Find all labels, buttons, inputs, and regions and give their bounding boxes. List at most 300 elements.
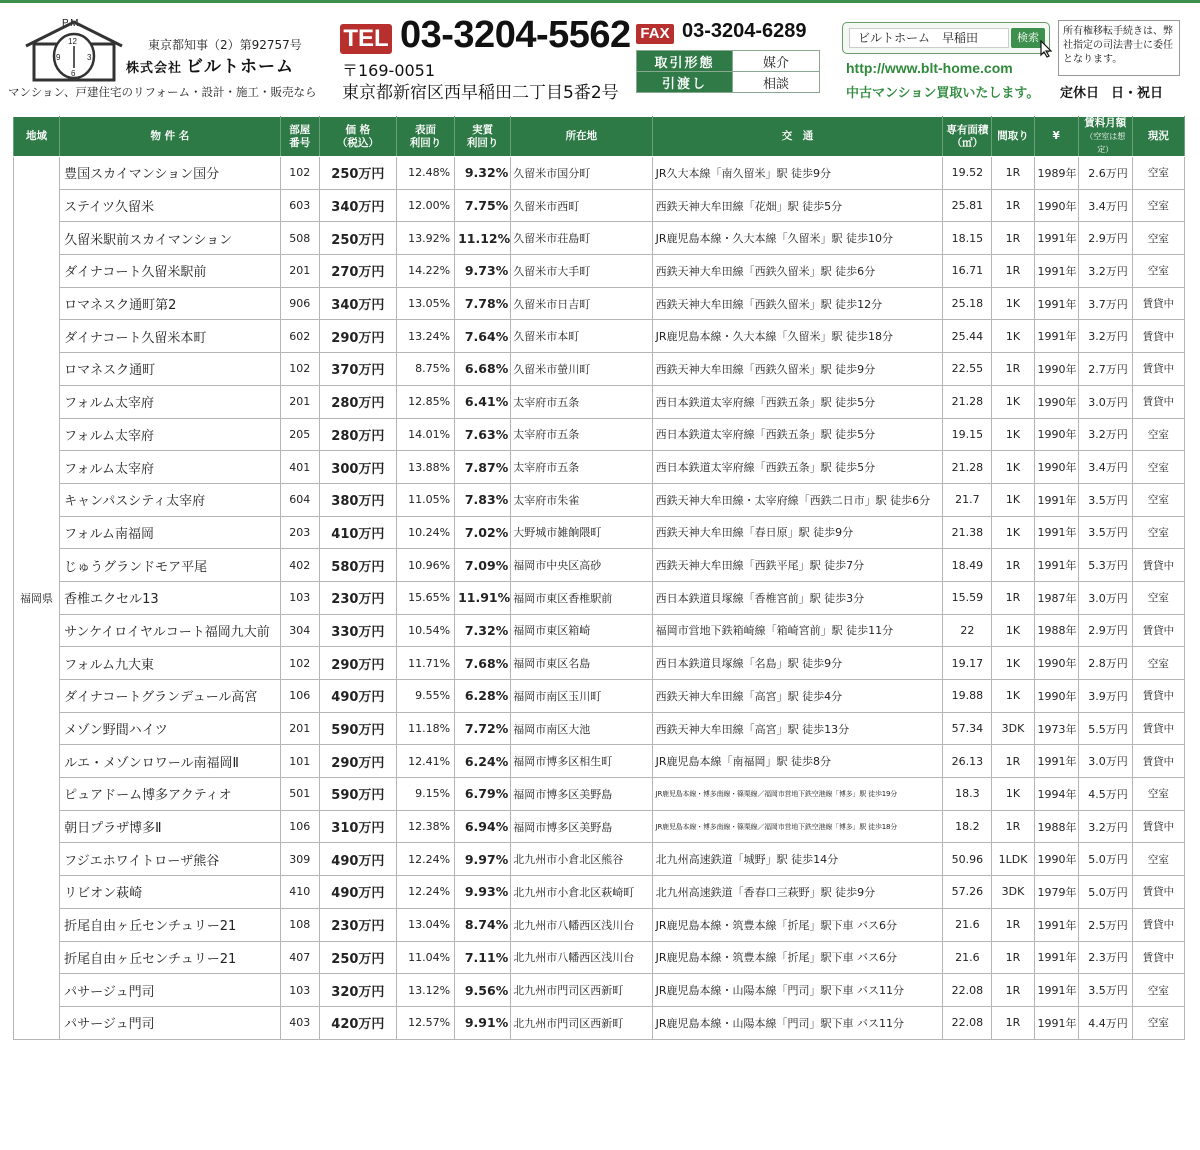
room-number-cell: 403 [280, 1006, 319, 1039]
property-name-cell[interactable]: 折尾自由ヶ丘センチュリー21 [60, 908, 281, 941]
property-name-cell[interactable]: 久留米駅前スカイマンション [60, 222, 281, 255]
price-cell: 250万円 [319, 941, 396, 974]
occupancy-status-cell: 空室 [1132, 189, 1184, 222]
property-name-cell[interactable]: 香椎エクセル13 [60, 581, 281, 614]
net-yield-cell: 7.83% [455, 483, 511, 516]
occupancy-status-cell: 賃貸中 [1132, 745, 1184, 778]
header-layout: 間取り [992, 117, 1034, 157]
property-name-cell[interactable]: サンケイロイヤルコート福岡九大前 [60, 614, 281, 647]
monthly-rent-cell: 3.5万円 [1078, 483, 1132, 516]
layout-cell: 1K [992, 385, 1034, 418]
location-cell: 久留米市荘島町 [511, 222, 652, 255]
layout-cell: 1R [992, 1006, 1034, 1039]
property-name-cell[interactable]: 豊国スカイマンション国分 [60, 157, 281, 190]
occupancy-status-cell: 賃貸中 [1132, 287, 1184, 320]
property-name-cell[interactable]: 朝日プラザ博多Ⅱ [60, 810, 281, 843]
monthly-rent-cell: 3.2万円 [1078, 418, 1132, 451]
location-cell: 北九州市八幡西区浅川台 [511, 941, 652, 974]
build-year-cell: 1990年 [1034, 418, 1078, 451]
occupancy-status-cell: 空室 [1132, 516, 1184, 549]
build-year-cell: 1991年 [1034, 941, 1078, 974]
net-yield-cell: 6.79% [455, 778, 511, 811]
location-cell: 福岡市博多区相生町 [511, 745, 652, 778]
build-year-cell: 1990年 [1034, 647, 1078, 680]
net-yield-cell: 7.75% [455, 189, 511, 222]
layout-cell: 1K [992, 418, 1034, 451]
header-rent: 賃料月額 （空室は想定） [1078, 117, 1132, 157]
occupancy-status-cell: 空室 [1132, 1006, 1184, 1039]
occupancy-status-cell: 空室 [1132, 974, 1184, 1007]
property-name-cell[interactable]: ロマネスク通町第2 [60, 287, 281, 320]
price-cell: 280万円 [319, 418, 396, 451]
floor-area-cell: 18.49 [943, 549, 992, 582]
monthly-rent-cell: 2.9万円 [1078, 222, 1132, 255]
deal-type-row [637, 51, 820, 72]
room-number-cell: 906 [280, 287, 319, 320]
location-cell: 北九州市小倉北区熊谷 [511, 843, 652, 876]
layout-cell: 1K [992, 614, 1034, 647]
build-year-cell: 1991年 [1034, 483, 1078, 516]
house-clock-logo-icon [24, 16, 124, 82]
room-number-cell: 102 [280, 647, 319, 680]
property-name-cell[interactable]: フジエホワイトローザ熊谷 [60, 843, 281, 876]
table-row [14, 451, 1185, 484]
net-yield-cell: 11.12% [455, 222, 511, 255]
occupancy-status-cell: 空室 [1132, 451, 1184, 484]
location-cell: 太宰府市五条 [511, 451, 652, 484]
table-row [14, 189, 1185, 222]
company-prefix: 株式会社 [126, 61, 183, 76]
occupancy-status-cell: 賃貸中 [1132, 385, 1184, 418]
net-yield-cell: 6.94% [455, 810, 511, 843]
svg-text:3: 3 [87, 53, 92, 62]
room-number-cell: 108 [280, 908, 319, 941]
build-year-cell: 1991年 [1034, 320, 1078, 353]
monthly-rent-cell: 5.0万円 [1078, 843, 1132, 876]
floor-area-cell: 57.26 [943, 876, 992, 909]
net-yield-cell: 8.74% [455, 908, 511, 941]
occupancy-status-cell: 賃貸中 [1132, 353, 1184, 386]
net-yield-cell: 7.72% [455, 712, 511, 745]
room-number-cell: 102 [280, 353, 319, 386]
gross-yield-cell: 12.41% [396, 745, 454, 778]
room-number-cell: 602 [280, 320, 319, 353]
search-button[interactable]: 検索 [1011, 28, 1045, 48]
property-name-cell[interactable]: ステイツ久留米 [60, 189, 281, 222]
monthly-rent-cell: 2.5万円 [1078, 908, 1132, 941]
build-year-cell: 1991年 [1034, 974, 1078, 1007]
floor-area-cell: 25.81 [943, 189, 992, 222]
gross-yield-cell: 10.54% [396, 614, 454, 647]
net-yield-cell: 9.93% [455, 876, 511, 909]
layout-cell: 1R [992, 549, 1034, 582]
price-cell: 370万円 [319, 353, 396, 386]
closed-days-value: 日・祝日 [1111, 86, 1164, 101]
gross-yield-cell: 12.00% [396, 189, 454, 222]
occupancy-status-cell: 空室 [1132, 581, 1184, 614]
access-cell: 西鉄天神大牟田線「西鉄久留米」駅 徒歩9分 [652, 353, 943, 386]
price-cell: 340万円 [319, 189, 396, 222]
price-cell: 490万円 [319, 680, 396, 713]
occupancy-status-cell: 賃貸中 [1132, 614, 1184, 647]
access-cell: 西鉄天神大牟田線「花畑」駅 徒歩5分 [652, 189, 943, 222]
property-listing-table [13, 116, 1185, 1040]
gross-yield-cell: 11.71% [396, 647, 454, 680]
table-row [14, 680, 1185, 713]
access-cell: JR鹿児島本線・久大本線「久留米」駅 徒歩10分 [652, 222, 943, 255]
location-cell: 久留米市螢川町 [511, 353, 652, 386]
access-cell: 西鉄天神大牟田線「西鉄久留米」駅 徒歩6分 [652, 255, 943, 288]
header-status: 現況 [1132, 117, 1184, 157]
delivery-row [637, 72, 820, 93]
location-cell: 福岡市東区名島 [511, 647, 652, 680]
layout-cell: 1R [992, 157, 1034, 190]
price-cell: 590万円 [319, 778, 396, 811]
net-yield-cell: 7.78% [455, 287, 511, 320]
net-yield-cell: 6.28% [455, 680, 511, 713]
location-cell: 福岡市博多区美野島 [511, 810, 652, 843]
table-row [14, 647, 1185, 680]
build-year-cell: 1991年 [1034, 516, 1078, 549]
price-cell: 380万円 [319, 483, 396, 516]
fax-number: 03-3204-6289 [682, 20, 807, 42]
license-number: 東京都知事（2）第92757号 [148, 38, 302, 52]
table-row [14, 516, 1185, 549]
property-name-cell[interactable]: フォルム太宰府 [60, 451, 281, 484]
gross-yield-cell: 10.24% [396, 516, 454, 549]
gross-yield-cell: 13.12% [396, 974, 454, 1007]
website-url-link[interactable]: http://www.blt-home.com [846, 60, 1013, 76]
property-name-cell[interactable]: メゾン野間ハイツ [60, 712, 281, 745]
header-access: 交 通 [652, 117, 943, 157]
deal-type-value: 媒介 [733, 51, 820, 72]
table-row [14, 483, 1185, 516]
table-row [14, 843, 1185, 876]
occupancy-status-cell: 空室 [1132, 157, 1184, 190]
room-number-cell: 103 [280, 581, 319, 614]
room-number-cell: 410 [280, 876, 319, 909]
room-number-cell: 407 [280, 941, 319, 974]
access-cell: JR鹿児島本線・山陽本線「門司」駅下車 バス11分 [652, 974, 943, 1007]
occupancy-status-cell: 空室 [1132, 222, 1184, 255]
table-row [14, 876, 1185, 909]
gross-yield-cell: 12.24% [396, 843, 454, 876]
fax-badge: FAX [636, 24, 674, 44]
layout-cell: 1R [992, 222, 1034, 255]
floor-area-cell: 18.3 [943, 778, 992, 811]
header-name: 物 件 名 [60, 117, 281, 157]
gross-yield-cell: 12.57% [396, 1006, 454, 1039]
net-yield-cell: 7.32% [455, 614, 511, 647]
property-name-cell[interactable]: パサージュ門司 [60, 1006, 281, 1039]
occupancy-status-cell: 空室 [1132, 255, 1184, 288]
net-yield-cell: 7.09% [455, 549, 511, 582]
build-year-cell: 1991年 [1034, 908, 1078, 941]
floor-area-cell: 22.08 [943, 1006, 992, 1039]
mouse-cursor-icon [1040, 40, 1054, 58]
room-number-cell: 201 [280, 255, 319, 288]
access-cell: JR鹿児島本線「南福岡」駅 徒歩8分 [652, 745, 943, 778]
floor-area-cell: 18.15 [943, 222, 992, 255]
location-cell: 大野城市雑餉隈町 [511, 516, 652, 549]
location-cell: 北九州市小倉北区萩崎町 [511, 876, 652, 909]
build-year-cell: 1990年 [1034, 189, 1078, 222]
property-name-cell[interactable]: ダイナコート久留米本町 [60, 320, 281, 353]
layout-cell: 1K [992, 516, 1034, 549]
property-name-cell[interactable]: ピュアドーム博多アクティオ [60, 778, 281, 811]
monthly-rent-cell: 3.9万円 [1078, 680, 1132, 713]
build-year-cell: 1991年 [1034, 1006, 1078, 1039]
tel-number[interactable]: 03-3204-5562 [400, 14, 631, 56]
property-name-cell[interactable]: キャンパスシティ太宰府 [60, 483, 281, 516]
table-row [14, 418, 1185, 451]
access-cell: 北九州高速鉄道「香春口三萩野」駅 徒歩9分 [652, 876, 943, 909]
gross-yield-cell: 13.88% [396, 451, 454, 484]
table-row [14, 353, 1185, 386]
monthly-rent-cell: 3.5万円 [1078, 974, 1132, 1007]
occupancy-status-cell: 賃貸中 [1132, 908, 1184, 941]
layout-cell: 1LDK [992, 843, 1034, 876]
floor-area-cell: 22 [943, 614, 992, 647]
table-row [14, 385, 1185, 418]
net-yield-cell: 7.02% [455, 516, 511, 549]
company-tagline: マンション、戸建住宅のリフォーム・設計・施工・販売なら [8, 85, 317, 99]
location-cell: 福岡市博多区美野島 [511, 778, 652, 811]
access-cell: 西鉄天神大牟田線「高宮」駅 徒歩13分 [652, 712, 943, 745]
room-number-cell: 201 [280, 712, 319, 745]
floor-area-cell: 50.96 [943, 843, 992, 876]
room-number-cell: 201 [280, 385, 319, 418]
gross-yield-cell: 12.38% [396, 810, 454, 843]
property-name-cell[interactable]: フォルム太宰府 [60, 385, 281, 418]
monthly-rent-cell: 3.0万円 [1078, 581, 1132, 614]
table-row [14, 320, 1185, 353]
floor-area-cell: 21.6 [943, 941, 992, 974]
build-year-cell: 1991年 [1034, 549, 1078, 582]
location-cell: 久留米市大手町 [511, 255, 652, 288]
delivery-value: 相談 [733, 72, 820, 93]
layout-cell: 1R [992, 255, 1034, 288]
location-cell: 福岡市中央区高砂 [511, 549, 652, 582]
floor-area-cell: 57.34 [943, 712, 992, 745]
net-yield-cell: 6.68% [455, 353, 511, 386]
monthly-rent-cell: 3.7万円 [1078, 287, 1132, 320]
net-yield-cell: 6.41% [455, 385, 511, 418]
location-cell: 北九州市八幡西区浅川台 [511, 908, 652, 941]
access-cell: 西日本鉄道貝塚線「香椎宮前」駅 徒歩3分 [652, 581, 943, 614]
net-yield-cell: 6.24% [455, 745, 511, 778]
gross-yield-cell: 9.55% [396, 680, 454, 713]
layout-cell: 1K [992, 680, 1034, 713]
price-cell: 310万円 [319, 810, 396, 843]
table-row [14, 549, 1185, 582]
location-cell: 久留米市国分町 [511, 157, 652, 190]
occupancy-status-cell: 賃貸中 [1132, 810, 1184, 843]
access-cell: 西日本鉄道太宰府線「西鉄五条」駅 徒歩5分 [652, 385, 943, 418]
monthly-rent-cell: 4.5万円 [1078, 778, 1132, 811]
search-input[interactable]: ビルトホーム 早稲田 [849, 28, 1009, 48]
floor-area-cell: 25.18 [943, 287, 992, 320]
layout-cell: 1R [992, 908, 1034, 941]
buy-slogan: 中古マンション買取いたします。 [846, 86, 1040, 101]
room-number-cell: 402 [280, 549, 319, 582]
property-name-cell[interactable]: フォルム太宰府 [60, 418, 281, 451]
property-name-cell[interactable]: フォルム南福岡 [60, 516, 281, 549]
access-cell: 北九州高速鉄道「城野」駅 徒歩14分 [652, 843, 943, 876]
price-cell: 320万円 [319, 974, 396, 1007]
header-region: 地域 [14, 117, 60, 157]
company-address: 東京都新宿区西早稲田二丁目5番2号 [342, 83, 619, 103]
price-cell: 280万円 [319, 385, 396, 418]
property-name-cell[interactable]: 折尾自由ヶ丘センチュリー21 [60, 941, 281, 974]
build-year-cell: 1989年 [1034, 157, 1078, 190]
monthly-rent-cell: 2.7万円 [1078, 353, 1132, 386]
location-cell: 久留米市日吉町 [511, 287, 652, 320]
price-cell: 340万円 [319, 287, 396, 320]
net-yield-cell: 9.91% [455, 1006, 511, 1039]
monthly-rent-cell: 2.9万円 [1078, 614, 1132, 647]
build-year-cell: 1994年 [1034, 778, 1078, 811]
closed-days [1060, 82, 1163, 101]
layout-cell: 1K [992, 483, 1034, 516]
gross-yield-cell: 11.05% [396, 483, 454, 516]
build-year-cell: 1973年 [1034, 712, 1078, 745]
table-row [14, 157, 1185, 190]
svg-text:12: 12 [68, 37, 77, 46]
floor-area-cell: 25.44 [943, 320, 992, 353]
monthly-rent-cell: 2.8万円 [1078, 647, 1132, 680]
access-cell: JR鹿児島本線・博多南線・篠栗線／福岡市営地下鉄空港線「博多」駅 徒歩18分 [652, 810, 943, 843]
floor-area-cell: 26.13 [943, 745, 992, 778]
gross-yield-cell: 9.15% [396, 778, 454, 811]
room-number-cell: 508 [280, 222, 319, 255]
gross-yield-cell: 12.48% [396, 157, 454, 190]
gross-yield-cell: 13.92% [396, 222, 454, 255]
build-year-cell: 1990年 [1034, 680, 1078, 713]
location-cell: 福岡市東区箱崎 [511, 614, 652, 647]
access-cell: 西鉄天神大牟田線「春日原」駅 徒歩9分 [652, 516, 943, 549]
table-row [14, 778, 1185, 811]
table-row [14, 974, 1185, 1007]
delivery-label: 引渡し [637, 72, 733, 93]
build-year-cell: 1991年 [1034, 255, 1078, 288]
location-cell: 福岡市南区大池 [511, 712, 652, 745]
gross-yield-cell: 10.96% [396, 549, 454, 582]
net-yield-cell: 9.97% [455, 843, 511, 876]
property-name-cell[interactable]: フォルム九大東 [60, 647, 281, 680]
room-number-cell: 309 [280, 843, 319, 876]
closed-days-label: 定休日 [1060, 86, 1100, 101]
room-number-cell: 603 [280, 189, 319, 222]
floor-area-cell: 21.7 [943, 483, 992, 516]
monthly-rent-cell: 4.4万円 [1078, 1006, 1132, 1039]
occupancy-status-cell: 賃貸中 [1132, 320, 1184, 353]
monthly-rent-cell: 3.4万円 [1078, 189, 1132, 222]
property-name-cell[interactable]: ロマネスク通町 [60, 353, 281, 386]
region-cell: 福岡県 [14, 157, 60, 1040]
property-name-cell[interactable]: ルエ・メゾンロワール南福岡Ⅱ [60, 745, 281, 778]
access-cell: 西鉄天神大牟田線・太宰府線「西鉄二日市」駅 徒歩6分 [652, 483, 943, 516]
header-year: ¥ [1034, 117, 1078, 157]
room-number-cell: 101 [280, 745, 319, 778]
net-yield-cell: 7.11% [455, 941, 511, 974]
occupancy-status-cell: 空室 [1132, 418, 1184, 451]
build-year-cell: 1991年 [1034, 222, 1078, 255]
location-cell: 北九州市門司区西新町 [511, 1006, 652, 1039]
net-yield-cell: 9.56% [455, 974, 511, 1007]
monthly-rent-cell: 3.4万円 [1078, 451, 1132, 484]
gross-yield-cell: 11.04% [396, 941, 454, 974]
postal-code: 〒169-0051 [342, 61, 436, 80]
net-yield-cell: 7.63% [455, 418, 511, 451]
table-row [14, 712, 1185, 745]
price-cell: 580万円 [319, 549, 396, 582]
svg-text:P.M: P.M [62, 18, 79, 29]
company-name-text: ビルトホーム [186, 57, 295, 77]
build-year-cell: 1990年 [1034, 843, 1078, 876]
layout-cell: 1R [992, 810, 1034, 843]
company-logo[interactable] [24, 16, 124, 82]
room-number-cell: 106 [280, 810, 319, 843]
company-name [126, 52, 294, 77]
deal-type-label: 取引形態 [637, 51, 733, 72]
price-cell: 230万円 [319, 908, 396, 941]
access-cell: 西鉄天神大牟田線「西鉄久留米」駅 徒歩12分 [652, 287, 943, 320]
gross-yield-cell: 13.05% [396, 287, 454, 320]
occupancy-status-cell: 賃貸中 [1132, 549, 1184, 582]
floor-area-cell: 21.6 [943, 908, 992, 941]
header-location: 所在地 [511, 117, 652, 157]
price-cell: 230万円 [319, 581, 396, 614]
build-year-cell: 1990年 [1034, 451, 1078, 484]
property-name-cell[interactable]: パサージュ門司 [60, 974, 281, 1007]
access-cell: JR鹿児島本線・筑豊本線「折尾」駅下車 バス6分 [652, 908, 943, 941]
property-name-cell[interactable]: じゅうグランドモア平尾 [60, 549, 281, 582]
layout-cell: 1R [992, 353, 1034, 386]
table-row [14, 287, 1185, 320]
property-name-cell[interactable]: ダイナコートグランデュール高宮 [60, 680, 281, 713]
price-cell: 490万円 [319, 843, 396, 876]
build-year-cell: 1991年 [1034, 287, 1078, 320]
access-cell: JR鹿児島本線・山陽本線「門司」駅下車 バス11分 [652, 1006, 943, 1039]
room-number-cell: 604 [280, 483, 319, 516]
price-cell: 420万円 [319, 1006, 396, 1039]
monthly-rent-cell: 5.5万円 [1078, 712, 1132, 745]
access-cell: 西鉄天神大牟田線「高宮」駅 徒歩4分 [652, 680, 943, 713]
access-cell: 西日本鉄道太宰府線「西鉄五条」駅 徒歩5分 [652, 451, 943, 484]
occupancy-status-cell: 空室 [1132, 778, 1184, 811]
floor-area-cell: 16.71 [943, 255, 992, 288]
site-header [0, 0, 1200, 104]
gross-yield-cell: 13.24% [396, 320, 454, 353]
price-cell: 330万円 [319, 614, 396, 647]
table-row [14, 1006, 1185, 1039]
price-cell: 490万円 [319, 876, 396, 909]
floor-area-cell: 19.17 [943, 647, 992, 680]
layout-cell: 3DK [992, 876, 1034, 909]
price-cell: 270万円 [319, 255, 396, 288]
monthly-rent-cell: 5.3万円 [1078, 549, 1132, 582]
gross-yield-cell: 12.24% [396, 876, 454, 909]
property-name-cell[interactable]: リビオン萩崎 [60, 876, 281, 909]
layout-cell: 1K [992, 778, 1034, 811]
location-cell: 北九州市門司区西新町 [511, 974, 652, 1007]
gross-yield-cell: 14.22% [396, 255, 454, 288]
build-year-cell: 1990年 [1034, 353, 1078, 386]
property-name-cell[interactable]: ダイナコート久留米駅前 [60, 255, 281, 288]
net-yield-cell: 7.68% [455, 647, 511, 680]
layout-cell: 1R [992, 941, 1034, 974]
